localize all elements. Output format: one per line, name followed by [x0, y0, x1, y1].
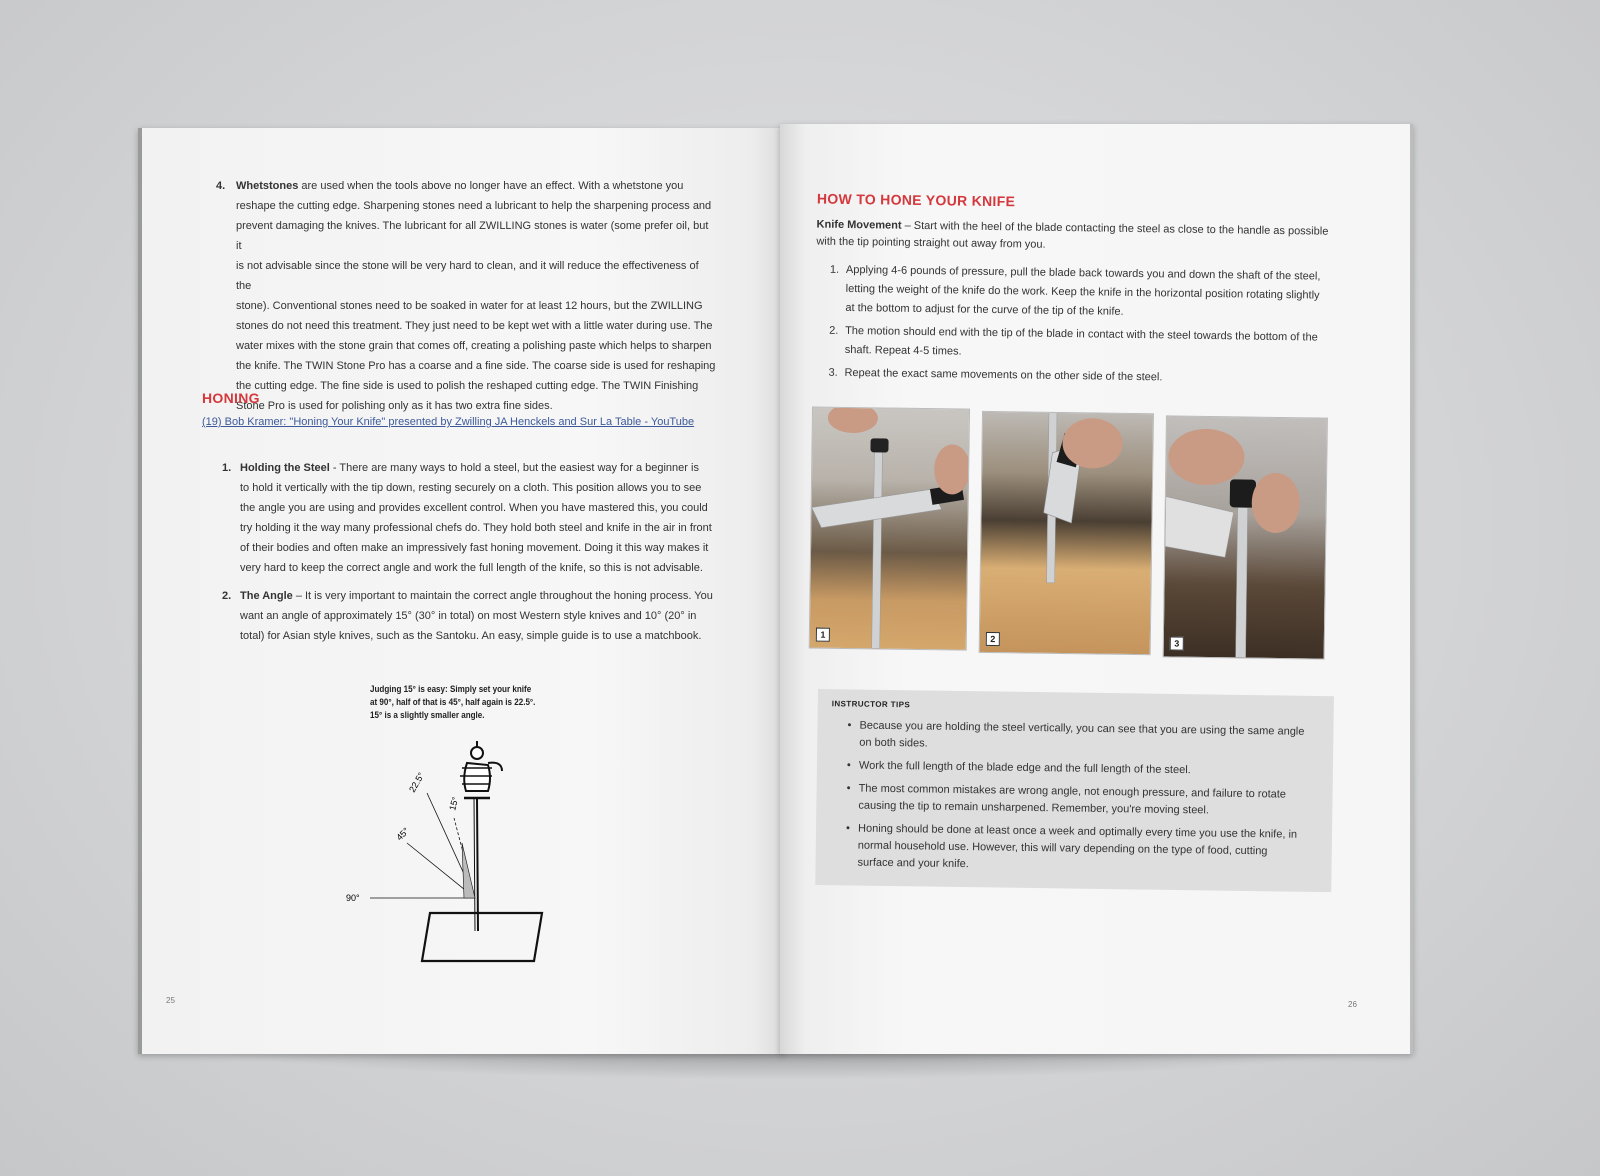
- text-line: – It is very important to maintain the correct angle throughout the honing process. You: [292, 590, 713, 602]
- text-line: the cutting edge. The fine side is used to polish the reshaped cutting edge. The TWIN Finishing: [236, 380, 699, 392]
- photo-3-illustration: [1164, 416, 1327, 658]
- photo-badge: 2: [986, 632, 1000, 646]
- text-line: Stone Pro is used for polishing only as it has two extra fine sides.: [236, 400, 553, 412]
- text-line: - There are many ways to hold a steel, but the easiest way for a beginner is: [329, 462, 699, 474]
- steps-list: [816, 261, 1328, 394]
- right-page-content: [767, 124, 1410, 1063]
- steel-rod: [477, 798, 478, 931]
- instructor-tips-box: [815, 689, 1334, 892]
- board-shape: [422, 913, 542, 961]
- step-photo-1: [809, 406, 970, 650]
- label-45: 45°: [394, 825, 412, 843]
- hand-shape: [464, 763, 490, 791]
- item-title: Whetstones: [236, 180, 299, 192]
- tips-list: [815, 717, 1307, 878]
- text-line: reshape the cutting edge. Sharpening stones need a lubricant to help the sharpening process and: [236, 200, 712, 212]
- text-line: are used when the tools above no longer have an effect. With a whetstone you: [298, 180, 684, 192]
- caption-line: 15° is a slightly smaller angle.: [370, 710, 485, 721]
- whetstones-item: [216, 176, 716, 416]
- photo-badge: 1: [816, 628, 830, 642]
- right-page: [780, 124, 1413, 1054]
- text-line: the angle you are using and provides excellent control. When you have mastered this, you could: [240, 502, 708, 514]
- knife-movement-text: – Start with the heel of the blade contacting the steel as close to the handle as possible with the tip pointing straight out away from you.: [816, 219, 1329, 251]
- text-line: the knife. The TWIN Stone Pro has a coarse and a fine side. The coarse side is used for reshaping: [236, 360, 716, 372]
- tip-item: • Work the full length of the blade edge and the full length of the steel.: [859, 758, 1307, 781]
- text-line: water mixes with the stone grain that comes off, creating a polishing paste which helps to sharpen: [236, 340, 712, 352]
- step-item: 1. Applying 4-6 pounds of pressure, pull the blade back towards you and down the shaft of the steel, letting the weight of the knife do the work. Keep the knife in the horizontal position rotating slightly at the bottom to adjust for the curve of the tip of the knife.: [829, 263, 1321, 318]
- steel-rod-edge: [474, 798, 475, 931]
- text-line: stone). Conventional stones need to be soaked in water for at least 12 hours, but the ZWILLING: [236, 300, 703, 312]
- text-line: stones do not need this treatment. They just need to be kept wet with a little water during use. The: [236, 320, 713, 332]
- hone-heading: HOW TO HONE YOUR KNIFE: [816, 190, 1016, 210]
- label-15: 15°: [447, 795, 461, 812]
- photo-badge: 3: [1170, 636, 1184, 650]
- label-90: 90°: [346, 893, 360, 903]
- page-number-left: 25: [166, 996, 175, 1005]
- angle-item: [222, 586, 722, 646]
- text-line: want an angle of approximately 15° (30° in total) on most Western style knives and 10° (20° in: [240, 610, 697, 622]
- caption-line: Judging 15° is easy: Simply set your knife: [370, 684, 532, 695]
- text-line: very hard to keep the correct angle and work the full length of the knife, so this is not advisable.: [240, 562, 703, 574]
- text-line: is not advisable since the stone will be very hard to clean, and it will reduce the effectiveness of the: [236, 260, 699, 292]
- page-number-right: 26: [1348, 1000, 1357, 1009]
- holding-steel-item: [222, 458, 722, 578]
- text-line: prevent damaging the knives. The lubricant for all ZWILLING stones is water (some prefer oil, but it: [236, 220, 709, 252]
- steel-angle-drawing: [342, 683, 572, 973]
- text-line: to hold it vertically with the tip down, resting securely on a cloth. This position allows you to see: [240, 482, 702, 494]
- photo-1-illustration: [810, 407, 969, 649]
- item-number: 4.: [216, 180, 226, 192]
- angle-diagram: [342, 683, 572, 973]
- item-number: 1.: [222, 462, 232, 474]
- text-line: total) for Asian style knives, such as the Santoku. An easy, simple guide is to use a matchbook.: [240, 630, 702, 642]
- item-number: 2.: [222, 590, 232, 602]
- text-line: of their bodies and often make an impressively fast honing movement. Doing it this way makes it: [240, 542, 709, 554]
- blade-wedge: [462, 843, 475, 898]
- item-title: Holding the Steel: [240, 462, 330, 474]
- step-photo-3: [1163, 415, 1328, 659]
- step-photo-2: [979, 411, 1154, 655]
- step-item: 2. The motion should end with the tip of the blade in contact with the steel towards the bottom of the shaft. Repeat 4-5 times.: [829, 324, 1318, 358]
- caption-line: at 90°, half of that is 45°, half again is 22.5°.: [370, 697, 536, 708]
- tip-item: • Honing should be done at least once a week and optimally every time you use the knife, in normal household use. However, this will vary depending on the type of food, cutting surface and your knife.: [857, 821, 1306, 878]
- item-title: The Angle: [240, 590, 293, 602]
- honing-video-link[interactable]: (19) Bob Kramer: "Honing Your Knife" presented by Zwilling JA Henckels and Sur La Table - YouTube: [202, 416, 695, 428]
- steel-ring: [471, 747, 483, 759]
- step-item: 3. Repeat the exact same movements on the other side of the steel.: [828, 366, 1163, 384]
- left-page: [138, 128, 784, 1054]
- text-line: try holding it the way many professional chefs do. They hold both steel and knife in the air in front: [240, 522, 712, 534]
- tips-title: INSTRUCTOR TIPS: [831, 699, 911, 710]
- tip-item: • Because you are holding the steel vertically, you can see that you are using the same angle on both sides.: [859, 718, 1307, 758]
- honing-heading: HONING: [202, 390, 260, 406]
- knife-movement-title: Knife Movement: [816, 218, 902, 232]
- knife-movement-intro: [816, 217, 1331, 258]
- photo-2-illustration: [980, 412, 1153, 654]
- label-22-5: 22.5°: [407, 770, 427, 794]
- tip-item: • The most common mistakes are wrong angle, not enough pressure, and failure to rotate causing the tip to remain unsharpened. Remember, you're moving steel.: [858, 781, 1306, 821]
